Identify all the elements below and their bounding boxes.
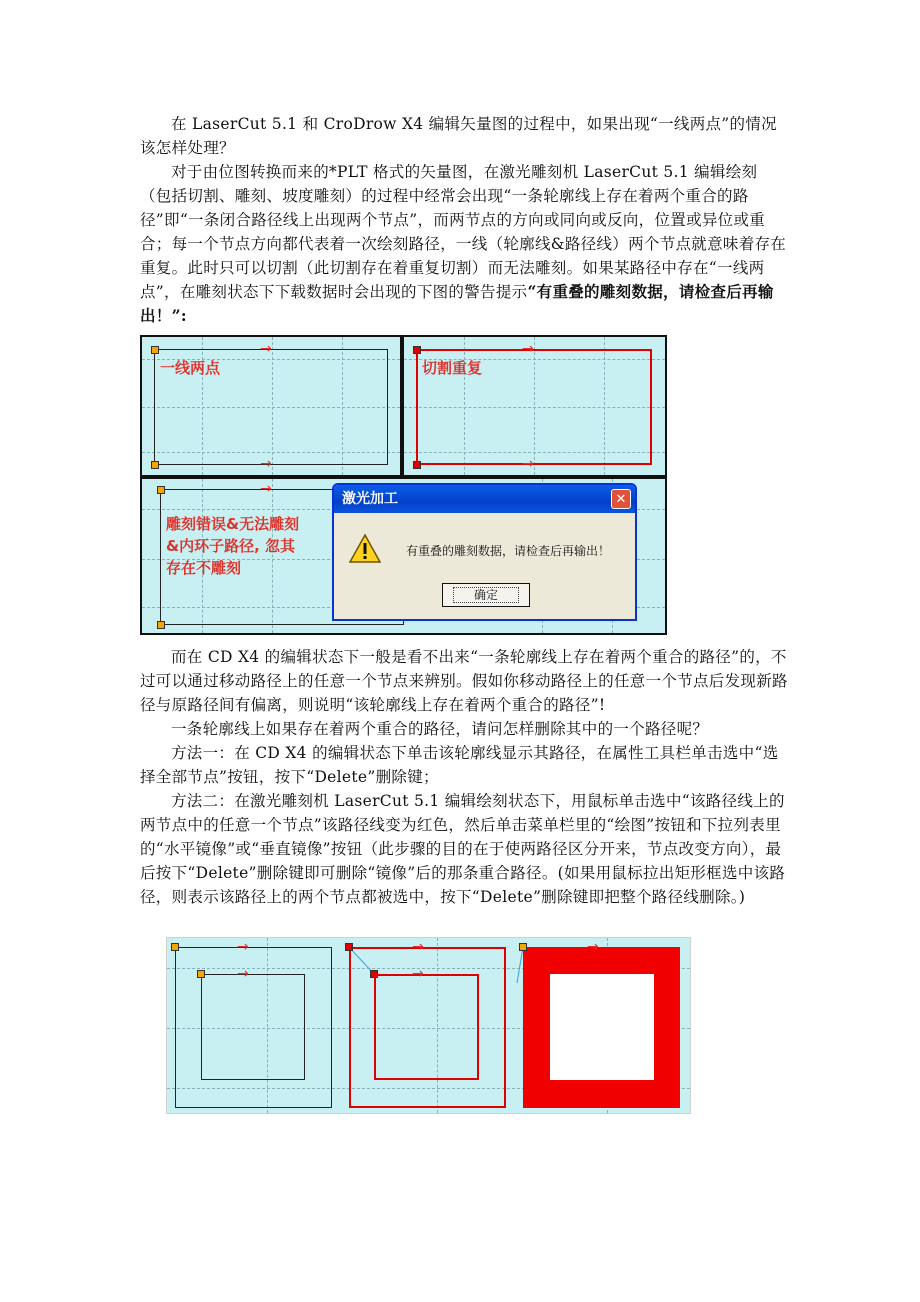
node-marker: [157, 621, 165, 629]
label-engrave-error: [166, 513, 299, 579]
paragraph-question: 在 LaserCut 5.1 和 CroDrow X4 编辑矢量图的过程中，如果出现“一线两点”的情况该怎样处理？: [140, 115, 777, 157]
inner-path-selected: [374, 974, 479, 1080]
ok-button-label: 确定: [453, 587, 519, 603]
ring-hole: [550, 974, 654, 1080]
node-marker: [151, 461, 159, 469]
label-line: &内环子路径, 忽其: [166, 537, 296, 555]
node-marker: [157, 486, 165, 494]
paragraph-detection: 而在 CD X4 的编辑状态下一般是看不出来“一条轮廓线上存在着两个重合的路径”的，不过可以通过移动路径上的任意一个节点来辨别。假如你移动路径上的任意一个节点后发现新路径与原路径间有偏离，则说明“该轮廓线上存在着两个重合的路径”!: [140, 648, 788, 714]
node-marker: [197, 970, 205, 978]
direction-arrow-icon: →: [522, 456, 534, 472]
paragraph-explanation-text: 对于由位图转换而来的*PLT 格式的矢量图，在激光雕刻机 LaserCut 5.1 编辑绘刻（包括切割、雕刻、坡度雕刻）的过程中经常会出现“一条轮廓线上存在着两个重合的路径”即“一条闭合路径线上出现两个节点”，而两节点的方向或同向或反向，位置或异位或重合；每一个节点方向都代表着一次绘刻路径，一线（轮廓线&路径线）两个节点就意味着存在重复。此时只可以切割（此切割存在着重复切割）而无法雕刻。如果某路径中存在“一线两点”，在雕刻状态下下载数据时会出现的下图的警告提示: [140, 163, 787, 301]
figure-overlap-warning: [140, 335, 667, 635]
label-line: 存在不雕刻: [166, 559, 242, 577]
direction-arrow-icon: →: [260, 456, 272, 472]
paragraph-explanation: [140, 160, 788, 328]
node-marker: [151, 346, 159, 354]
node-marker: [413, 461, 421, 469]
close-icon[interactable]: ✕: [611, 489, 631, 509]
node-drag-line: [515, 947, 527, 987]
node-marker: [370, 970, 378, 978]
node-marker: [413, 346, 421, 354]
label-one-line-two-nodes: 一线两点: [160, 359, 221, 377]
dialog-titlebar: [334, 485, 635, 513]
direction-arrow-icon: →: [522, 341, 534, 357]
cad-panel-one-line-two-nodes: [140, 335, 402, 477]
direction-arrow-icon: →: [412, 939, 424, 955]
direction-arrow-icon: →: [412, 966, 424, 982]
label-repeat-cut: 切割重复: [422, 359, 483, 377]
direction-arrow-icon: →: [260, 341, 272, 357]
ok-button[interactable]: [442, 583, 530, 607]
warning-dialog: [332, 483, 637, 621]
cad-canvas: [166, 937, 691, 1114]
direction-arrow-icon: →: [260, 481, 272, 497]
figure-mirror-steps: [166, 937, 691, 1114]
paragraph-method-two: 方法二：在激光雕刻机 LaserCut 5.1 编辑绘刻状态下，用鼠标单击选中“该路径线上的两节点中的任意一个节点”该路径线变为红色，然后单击菜单栏里的“绘图”按钮和下拉列表里的“水平镜像”或“垂直镜像”按钮（此步骤的目的在于使两路径区分开来，节点改变方向），最后按下“Delete”删除键即可删除“镜像”后的那条重合路径。(如果用鼠标拉出矩形框选中该路径，则表示该路径上的两个节点都被选中，按下“Delete”删除键即把整个路径线删除。): [140, 792, 786, 906]
warning-quote: “有重叠的雕刻数据，请检查后再输出！”:: [140, 282, 774, 325]
paragraph-method-one: 方法一：在 CD X4 的编辑状态下单击该轮廓线显示其路径，在属性工具栏单击选中“选择全部节点”按钮，按下“Delete”删除键；: [140, 744, 779, 786]
node-marker: [171, 943, 179, 951]
label-line: 雕刻错误&无法雕刻: [166, 515, 300, 533]
paragraph-question-delete: 一条轮廓线上如果存在着两个重合的路径，请问怎样删除其中的一个路径呢？: [171, 720, 709, 738]
direction-arrow-icon: →: [237, 966, 249, 982]
inner-path: [201, 974, 305, 1080]
node-marker: [345, 943, 353, 951]
cad-panel-repeat-cut: [402, 335, 667, 477]
warning-icon: [348, 533, 382, 565]
node-marker: [519, 943, 527, 951]
direction-arrow-icon: →: [237, 939, 249, 955]
dialog-title: 激光加工: [342, 491, 398, 507]
dialog-message: 有重叠的雕刻数据，请检查后再输出！: [406, 544, 611, 558]
direction-arrow-icon: →: [587, 939, 599, 955]
